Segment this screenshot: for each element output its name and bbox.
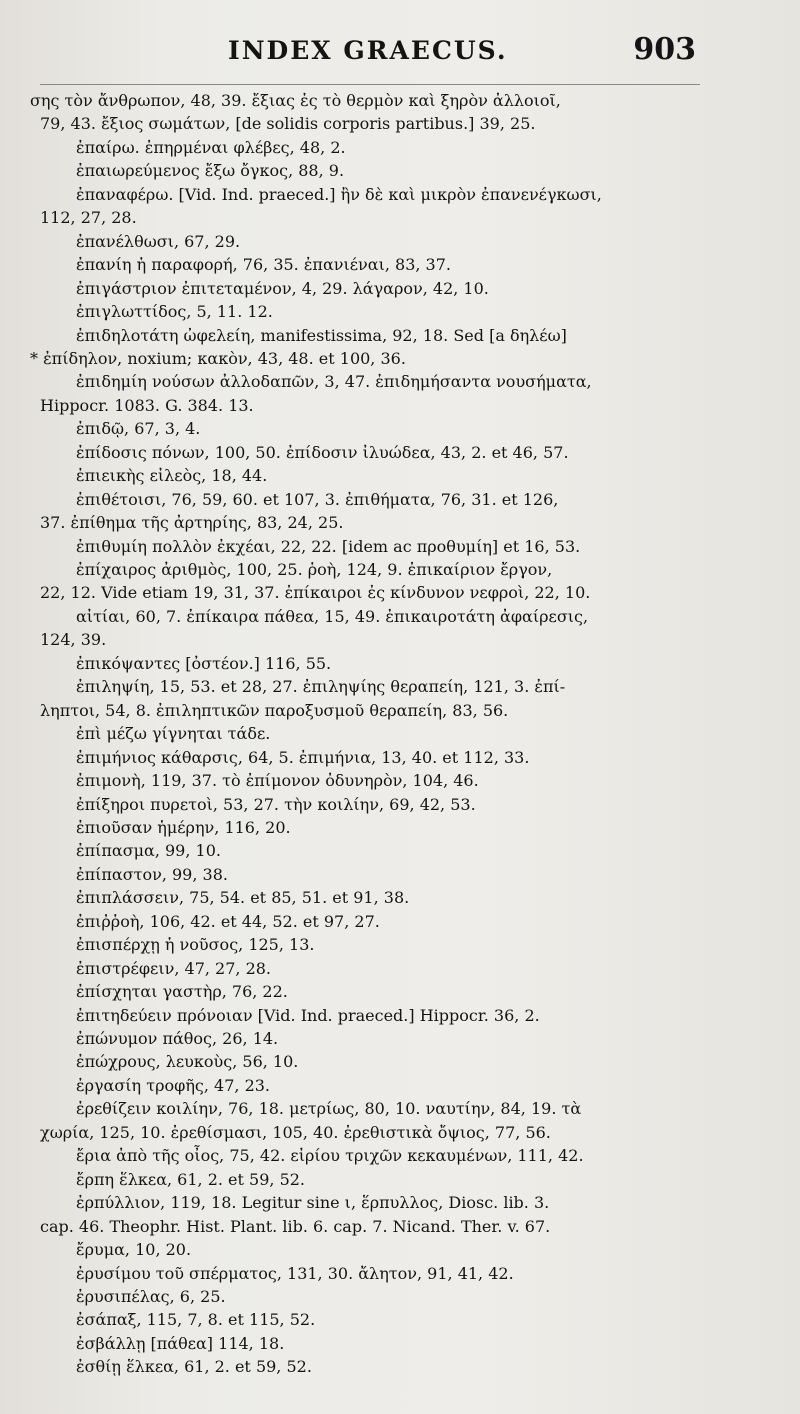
index-line: ἐπίξηροι πυρετοὶ, 53, 27. τὴν κοιλίην, 69, 42, 53. [76, 794, 476, 814]
index-line: ἐπισπέρχῃ ἡ νοῦσος, 125, 13. [76, 935, 315, 955]
index-line: 22, 12. Vide etiam 19, 31, 37. ἐπίκαιροι ἐς κίνδυνον νεφροὶ, 22, 10. [40, 583, 591, 603]
page-header [0, 30, 800, 80]
index-line: ἐπιοῦσαν ἡμέρην, 116, 20. [76, 817, 291, 837]
index-line: ἐπαιωρεύμενος ἔξω ὄγκος, 88, 9. [76, 161, 345, 181]
index-line: 79, 43. ἔξιος σωμάτων, [de solidis corporis partibus.] 39, 25. [40, 114, 536, 134]
index-line: ἔρια ἀπὸ τῆς οἶος, 75, 42. εἰρίου τριχῶν κεκαυμένων, 111, 42. [76, 1146, 584, 1166]
index-line: ἐπίπαστον, 99, 38. [76, 864, 228, 884]
index-line: 124, 39. [40, 630, 107, 650]
index-line: ἐπιγλωττίδος, 5, 11. 12. [76, 302, 273, 322]
index-line: ἐπιμονὴ, 119, 37. τὸ ἐπίμονον ὀδυνηρὸν, 104, 46. [76, 771, 479, 791]
index-line: ἐπιθυμίη πολλὸν ἐκχέαι, 22, 22. [idem ac προθυμίη] et 16, 53. [76, 536, 581, 556]
index-line: ἐρπύλλιον, 119, 18. Legitur sine ι, ἕρπυλλος, Diosc. lib. 3. [76, 1193, 550, 1213]
index-line: αἰτίαι, 60, 7. ἐπίκαιρα πάθεα, 15, 49. ἐπικαιροτάτη ἀφαίρεσις, [76, 606, 589, 626]
index-line: χωρία, 125, 10. ἐρεθίσμασι, 105, 40. ἐρεθιστικὰ ὄψιος, 77, 56. [40, 1122, 551, 1142]
index-line: ἐσάπαξ, 115, 7, 8. et 115, 52. [76, 1310, 316, 1330]
index-line: ἐπὶ μέζω γίγνηται τάδε. [76, 724, 271, 744]
index-line: ἐπώνυμον πάθος, 26, 14. [76, 1029, 279, 1048]
index-line: ἐσβάλλῃ [πάθεα] 114, 18. [76, 1333, 285, 1353]
index-line: ἐπίχαιρος ἀριθμὸς, 100, 25. ῥοὴ, 124, 9. ἐπικαίριον ἔργον, [76, 560, 553, 579]
index-line: ἐπίσχηται γαστὴρ, 76, 22. [76, 982, 288, 1002]
index-line: ἐπικόψαντες [ὀστέον.] 116, 55. [76, 653, 332, 673]
header-rule [40, 84, 700, 85]
index-line: ἐπιγάστριον ἐπιτεταμένον, 4, 29. λάγαρον, 42, 10. [76, 278, 489, 298]
index-line: ἐπιπλάσσειν, 75, 54. et 85, 51. et 91, 38. [76, 888, 410, 908]
page-number: 903 [633, 32, 696, 67]
index-line: ἐπιστρέφειν, 47, 27, 28. [76, 958, 272, 978]
index-line: ἐπιῤῥοὴ, 106, 42. et 44, 52. et 97, 27. [76, 911, 380, 931]
index-line: * ἐπίδηλον, noxium; κακὸν, 43, 48. et 100, 36. [30, 348, 406, 368]
index-line: ἐπαίρω. ἐπηρμέναι φλέβες, 48, 2. [76, 137, 346, 157]
index-line: ἐπιληψίη, 15, 53. et 28, 27. ἐπιληψίης θεραπείη, 121, 3. ἐπί- [76, 677, 566, 697]
index-line: ἐσθίῃ ἕλκεα, 61, 2. et 59, 52. [76, 1357, 312, 1377]
index-line: ἐπίπασμα, 99, 10. [76, 841, 221, 861]
index-line: ἐπιθέτοισι, 76, 59, 60. et 107, 3. ἐπιθήματα, 76, 31. et 126, [76, 489, 559, 509]
index-line: ἐπαναφέρω. [Vid. Ind. praeced.] ἢν δὲ καὶ μικρὸν ἐπανενέγκωσι, [76, 184, 602, 204]
index-line: 37. ἐπίθημα τῆς ἀρτηρίης, 83, 24, 25. [40, 513, 344, 533]
index-line: ἐπανίη ἡ παραφορή, 76, 35. ἐπανιέναι, 83, 37. [76, 255, 451, 275]
index-line: 112, 27, 28. [40, 208, 137, 228]
index-line: ἐρυσίμου τοῦ σπέρματος, 131, 30. ἄλητον, 91, 41, 42. [76, 1263, 514, 1283]
index-line: ἐπιεικὴς εἰλεὸς, 18, 44. [76, 466, 268, 486]
index-line: cap. 46. Theophr. Hist. Plant. lib. 6. cap. 7. Nicand. Ther. v. 67. [40, 1216, 551, 1236]
index-text [0, 90, 800, 1400]
index-line: ἐργασίη τροφῆς, 47, 23. [76, 1075, 271, 1095]
index-line: ληπτοι, 54, 8. ἐπιληπτικῶν παροξυσμοῦ θεραπείη, 83, 56. [40, 700, 509, 720]
running-title: INDEX GRAECUS. [228, 36, 508, 65]
index-line: σης τὸν ἄνθρωπον, 48, 39. ἔξιας ἐς τὸ θερμὸν καὶ ξηρὸν ἀλλοιοῖ, [30, 91, 561, 110]
index-line: ἐπίδοσις πόνων, 100, 50. ἐπίδοσιν ἰλυώδεα, 43, 2. et 46, 57. [76, 442, 569, 462]
index-line: ἐρυσιπέλας, 6, 25. [76, 1286, 226, 1306]
index-line: ἐπιμήνιος κάθαρσις, 64, 5. ἐπιμήνια, 13, 40. et 112, 33. [76, 747, 530, 767]
index-line: ἐπιτηδεύειν πρόνοιαν [Vid. Ind. praeced.] Hippocr. 36, 2. [76, 1005, 540, 1025]
index-line: ἐπανέλθωσι, 67, 29. [76, 231, 241, 251]
index-line: ἔρυμα, 10, 20. [76, 1240, 192, 1260]
index-line: Hippocr. 1083. G. 384. 13. [40, 395, 254, 415]
index-line: ἐπιδημίη νούσων ἀλλοδαπῶν, 3, 47. ἐπιδημήσαντα νουσήματα, [76, 372, 592, 392]
index-line: ἐπιδηλοτάτη ὠφελείη, manifestissima, 92, 18. Sed [a δηλέω] [76, 325, 567, 345]
index-line: ἐρεθίζειν κοιλίην, 76, 18. μετρίως, 80, 10. ναυτίην, 84, 19. τὰ [76, 1099, 582, 1119]
index-line: ἐπώχρους, λευκοὺς, 56, 10. [76, 1052, 299, 1072]
index-line: ἐπιδῷ, 67, 3, 4. [76, 419, 201, 439]
index-line: ἔρπη ἕλκεα, 61, 2. et 59, 52. [76, 1169, 306, 1189]
